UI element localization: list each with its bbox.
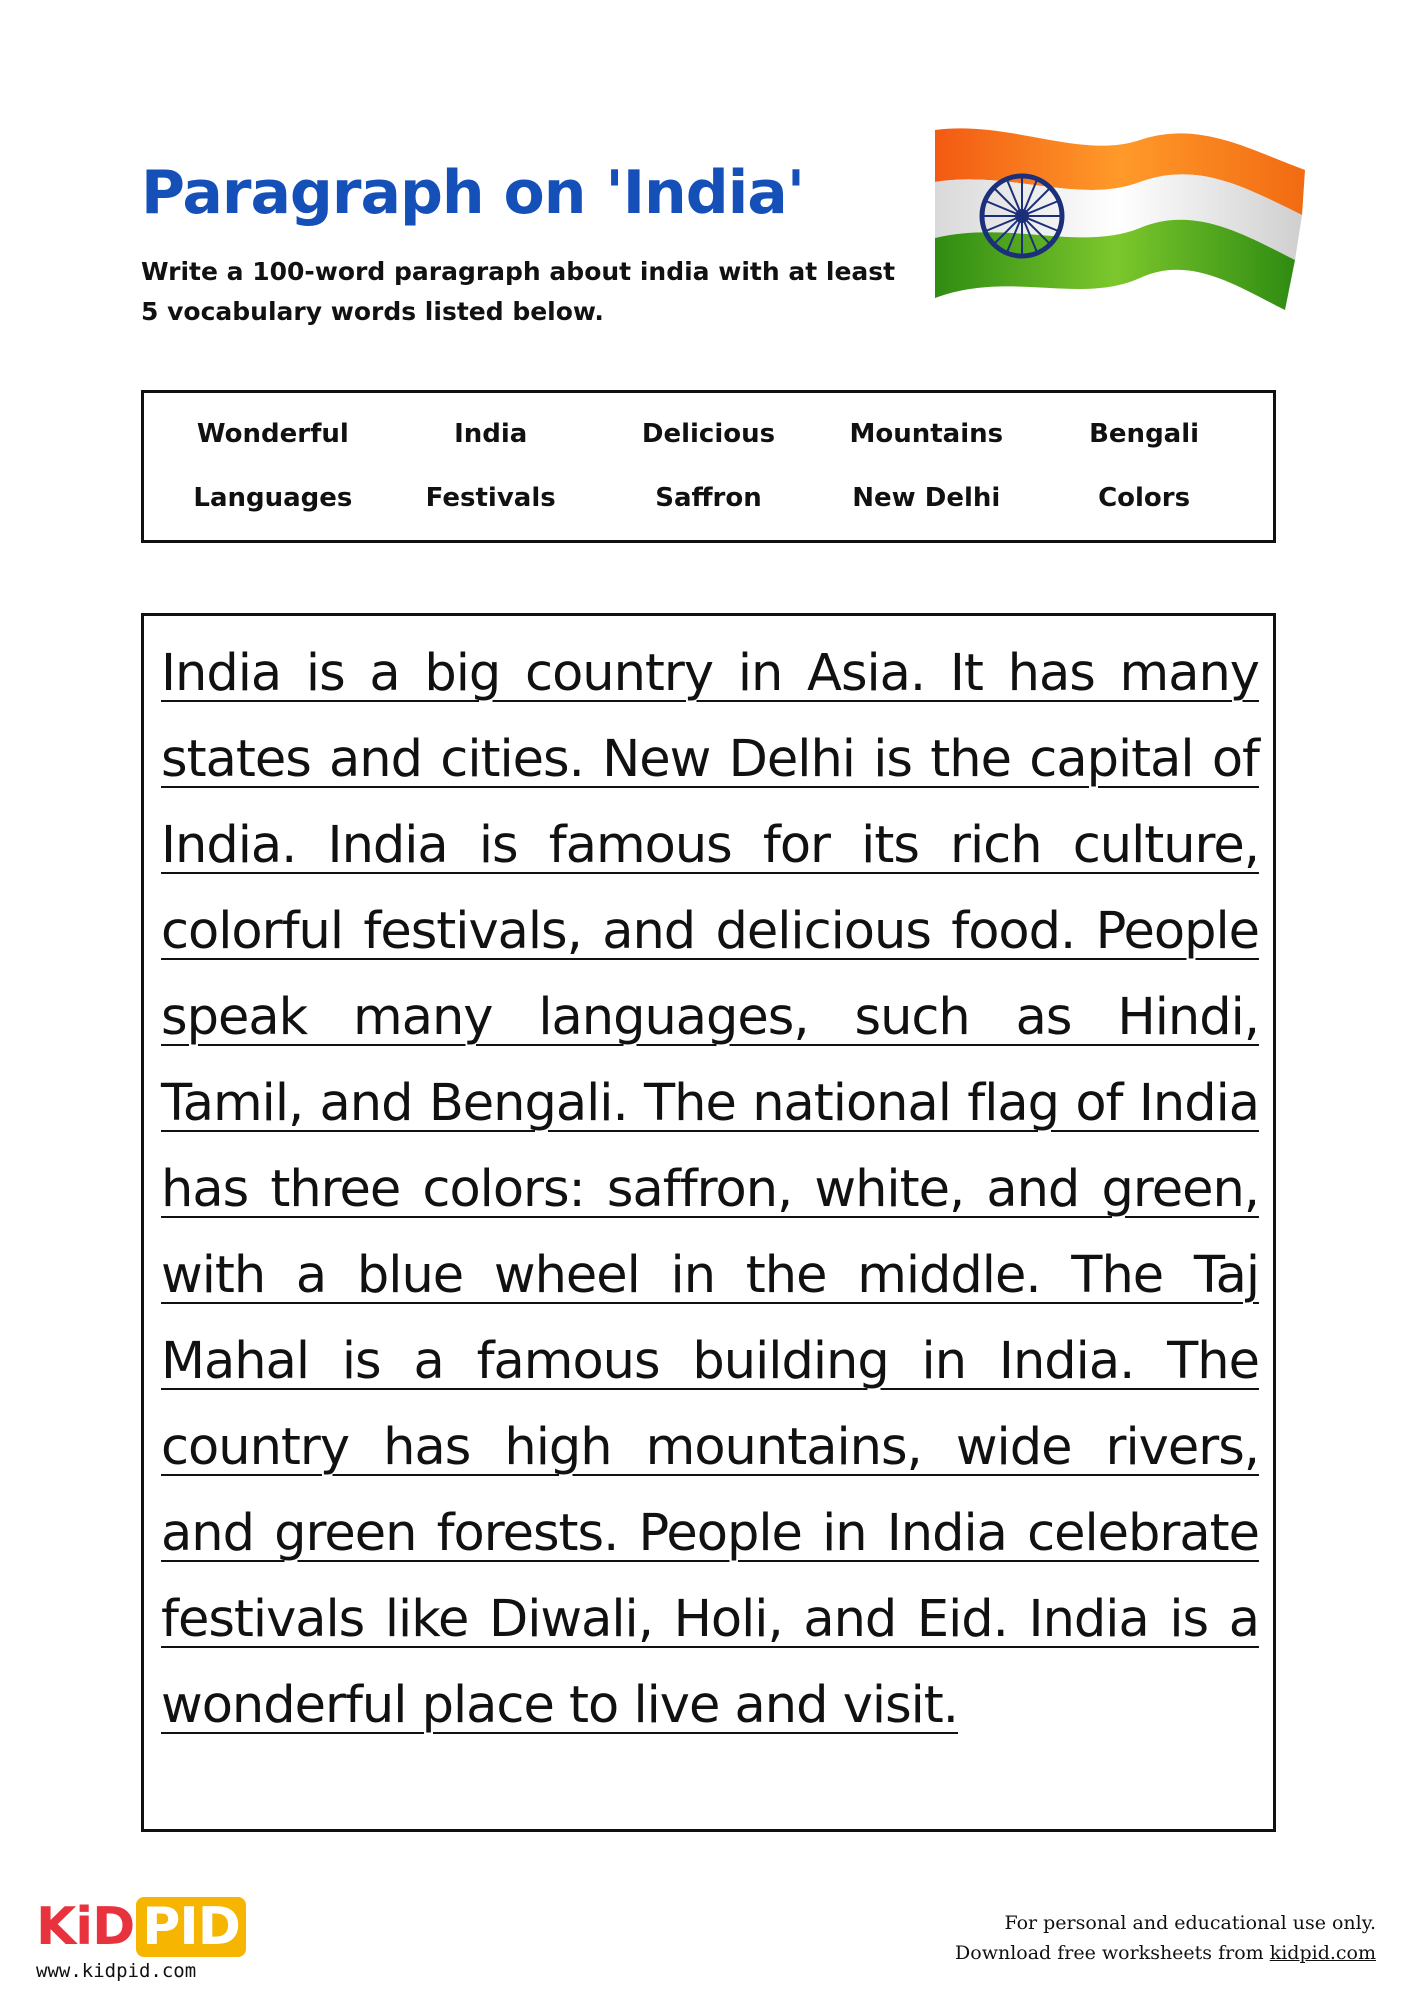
footer-line-2-prefix: Download free worksheets from	[955, 1942, 1270, 1964]
vocab-word: Delicious	[641, 419, 776, 449]
vocab-word: Festivals	[425, 483, 556, 513]
instructions: Write a 100-word paragraph about india with at least 5 vocabulary words listed below.	[141, 257, 896, 326]
logo-pid: PID	[136, 1897, 246, 1957]
paragraph-box	[141, 613, 1276, 1832]
kidpid-logo	[36, 1897, 246, 1957]
vocabulary-grid	[144, 393, 1273, 537]
vocab-word: New Delhi	[852, 483, 1001, 513]
vocab-word: Mountains	[849, 419, 1004, 449]
vocab-word: Languages	[193, 483, 353, 513]
vocab-word: Colors	[1098, 483, 1191, 513]
paragraph-text: India is a big country in Asia. It has many states and cities. New Delhi is the capital of India. India is famous for its rich culture, colorful festivals, and delicious food. People speak many languages, such as Hindi, Tamil, and Bengali. The national flag of India has three colors: saffron, white, and green, with a blue wheel in the middle. The Taj Mahal is a famous building in India. The country has high mountains, wide rivers, and green forests. People in India celebrate festivals like Diwali, Holi, and Eid. India is a wonderful place to live and visit.	[161, 644, 1259, 1735]
footer-line-1: For personal and educational use only.	[1004, 1912, 1376, 1934]
logo-url: www.kidpid.com	[36, 1960, 197, 1982]
page-title: Paragraph on 'India'	[141, 158, 805, 228]
vocabulary-box	[141, 390, 1276, 543]
logo-kid: KiD	[36, 1897, 135, 1957]
footer-note	[955, 1908, 1376, 1968]
footer-line-2	[955, 1938, 1376, 1968]
indian-flag-icon	[930, 120, 1310, 365]
vocab-word: India	[454, 419, 528, 449]
vocab-word: Saffron	[655, 483, 762, 513]
footer-link[interactable]: kidpid.com	[1269, 1942, 1376, 1964]
vocab-word: Wonderful	[196, 419, 349, 449]
vocab-word: Bengali	[1089, 419, 1200, 449]
